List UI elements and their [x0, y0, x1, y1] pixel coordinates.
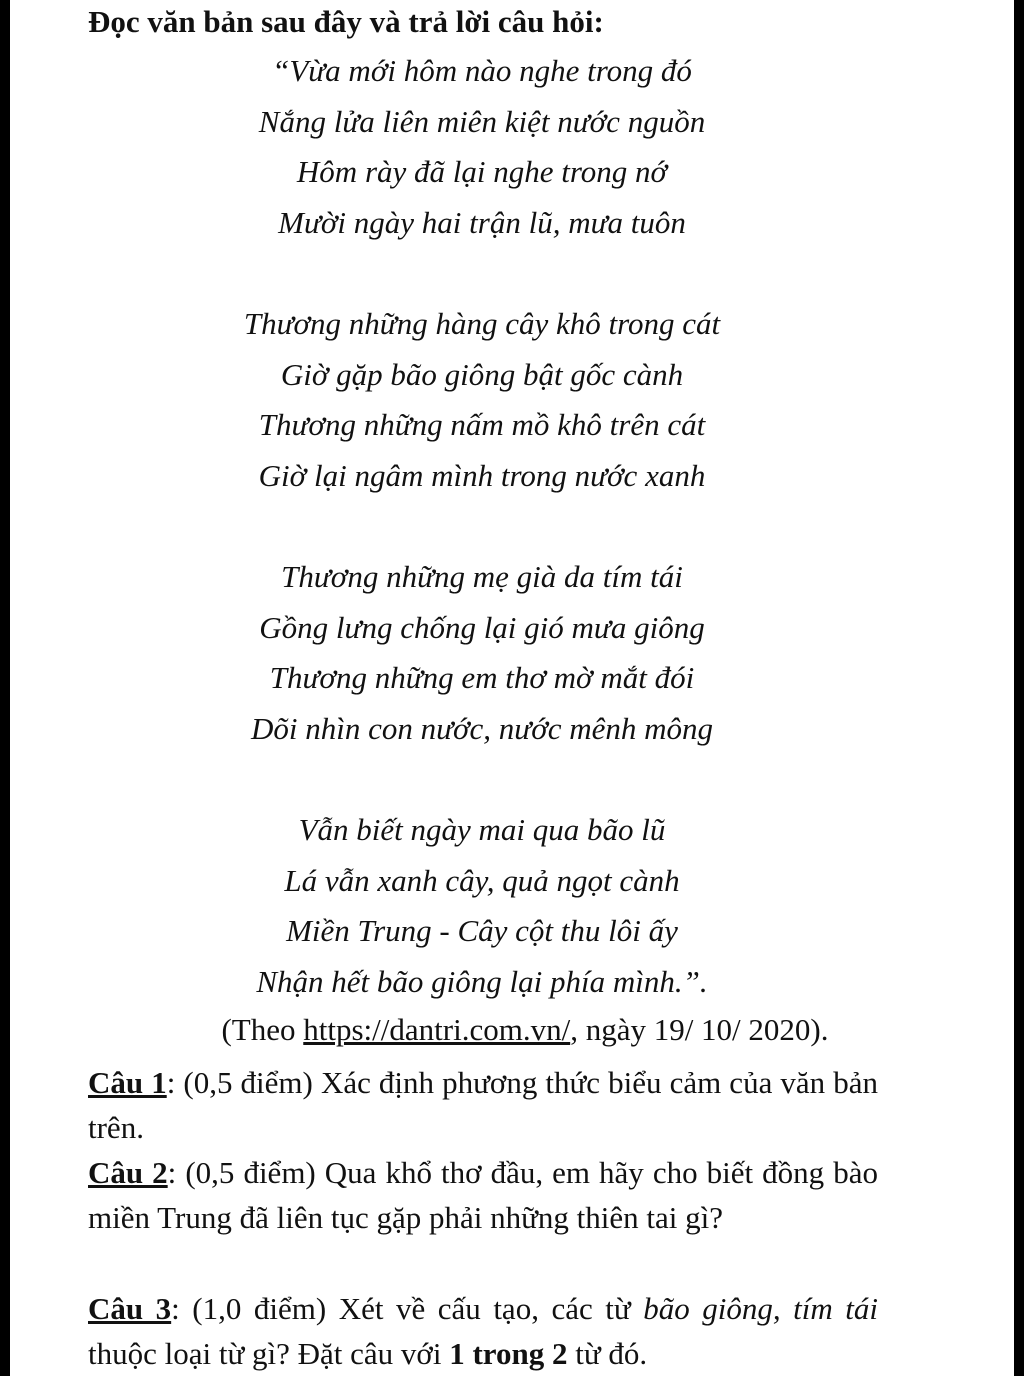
question-2-text: : (0,5 điểm) Qua khổ thơ đầu, em hãy cho biết đồng bào miền Trung đã liên tục gặp phải những thiên tai gì? — [88, 1155, 878, 1235]
instruction-heading: Đọc văn bản sau đây và trả lời câu hỏi: — [88, 4, 604, 39]
stanza-gap — [10, 754, 954, 805]
question-1-number: Câu 1 — [88, 1065, 167, 1100]
question-1-text: : (0,5 điểm) Xác định phương thức biểu cảm của văn bản trên. — [88, 1065, 878, 1145]
question-3-text-a: : (1,0 điểm) Xét về cấu tạo, các từ — [171, 1291, 644, 1326]
poem-stanza-1 — [10, 46, 954, 248]
poem-line: Thương những em thơ mờ mắt đói — [269, 660, 695, 695]
question-3 — [88, 1286, 878, 1376]
poem-line: Hôm rày đã lại nghe trong nớ — [296, 154, 668, 189]
poem-line: Nắng lửa liên miên kiệt nước nguồn — [258, 103, 706, 139]
stanza-gap — [10, 501, 954, 552]
poem-line: Thương những hàng cây khô trong cát — [243, 306, 721, 341]
source-citation — [10, 1007, 1024, 1053]
source-suffix: , ngày 19/ 10/ 2020). — [570, 1012, 829, 1047]
question-3-bold-phrase: 1 trong 2 — [449, 1336, 568, 1371]
question-3-emphasis-words: bão giông, tím tái — [643, 1291, 878, 1326]
poem-line: Giờ gặp bão giông bật gốc cành — [280, 356, 684, 392]
poem-line: Miền Trung - Cây cột thu lôi ấy — [286, 913, 678, 948]
poem-line: Gồng lưng chống lại gió mưa giông — [259, 609, 705, 645]
question-3-text-b: thuộc loại từ gì? Đặt câu với — [88, 1336, 450, 1371]
source-link[interactable]: https://dantri.com.vn/ — [303, 1012, 571, 1047]
poem-line: Dõi nhìn con nước, nước mênh mông — [250, 710, 714, 746]
poem-line: Thương những nấm mồ khô trên cát — [258, 407, 706, 442]
question-3-number: Câu 3 — [88, 1291, 172, 1326]
question-3-text-c: từ đó. — [567, 1336, 648, 1371]
poem-line: Thương những mẹ già da tím tái — [281, 559, 683, 594]
poem-line: Mười ngày hai trận lũ, mưa tuôn — [278, 204, 686, 240]
question-2-number: Câu 2 — [88, 1155, 168, 1190]
source-prefix: (Theo — [221, 1012, 304, 1047]
poem-stanza-2 — [10, 299, 954, 501]
question-2 — [88, 1150, 878, 1240]
poem-line: Giờ lại ngâm mình trong nước xanh — [258, 457, 706, 493]
poem-line: Lá vẫn xanh cây, quả ngọt cành — [284, 862, 680, 898]
stanza-gap — [10, 248, 954, 299]
poem-line: “Vừa mới hôm nào nghe trong đó — [272, 53, 692, 88]
poem — [10, 46, 954, 1007]
poem-line: Nhận hết bão giông lại phía mình.”. — [256, 963, 708, 999]
poem-line: Vẫn biết ngày mai qua bão lũ — [298, 812, 666, 847]
question-1 — [88, 1060, 878, 1150]
document-page — [10, 0, 1014, 1376]
poem-stanza-3 — [10, 552, 954, 754]
poem-stanza-4 — [10, 805, 954, 1007]
